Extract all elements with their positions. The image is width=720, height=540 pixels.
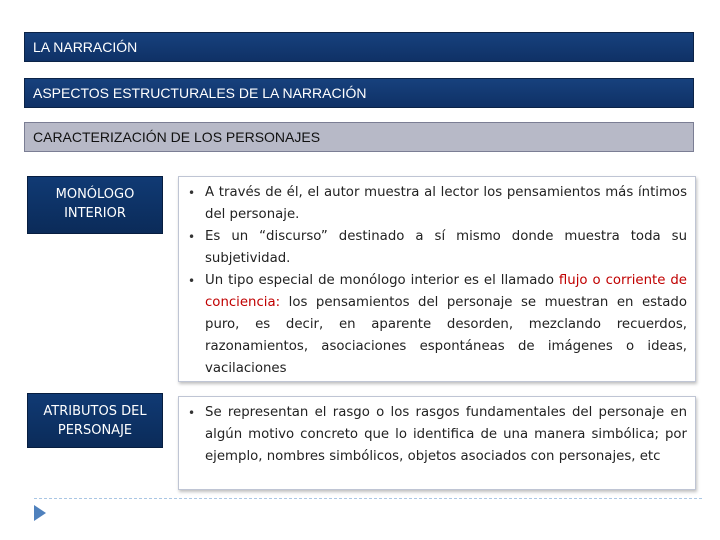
label-monologo-interior: MONÓLOGO INTERIOR bbox=[27, 176, 163, 234]
subtitle-text: ASPECTOS ESTRUCTURALES DE LA NARRACIÓN bbox=[33, 85, 367, 101]
bullet-text: Un tipo especial de monólogo interior es el llamado bbox=[205, 273, 559, 288]
divider-line bbox=[34, 498, 702, 499]
label-atributos-personaje: ATRIBUTOS DEL PERSONAJE bbox=[27, 393, 163, 448]
bullet-item: • Se representan el rasgo o los rasgos fundamentales del personaje en algún motivo concreto que lo identifica de una manera simbólica; por ejemplo, nombres simbólicos, objetos asociados con personajes, etc bbox=[185, 402, 687, 468]
bullet-text: los pensamientos del personaje se muestran en estado puro, es decir, en aparente desorden, mezclando recuerdos, razonamientos, asociaciones espontáneas de imágenes o ideas, vacilaciones bbox=[205, 295, 687, 376]
bullet-item: • A través de él, el autor muestra al lector los pensamientos más íntimos del personaje. bbox=[185, 182, 687, 226]
title-text: LA NARRACIÓN bbox=[33, 39, 138, 55]
bullet-list bbox=[185, 402, 687, 468]
bullet-list bbox=[185, 182, 687, 380]
bullet-item bbox=[185, 270, 687, 380]
subtitle-bar bbox=[24, 78, 694, 108]
title-bar bbox=[24, 32, 694, 62]
triangle-right-icon[interactable] bbox=[34, 505, 46, 521]
highlight-text: flujo o corriente de conciencia: bbox=[205, 273, 687, 310]
section-bar bbox=[24, 122, 694, 152]
content-atributos-personaje bbox=[178, 396, 696, 490]
content-monologo-interior bbox=[178, 176, 696, 382]
section-text: CARACTERIZACIÓN DE LOS PERSONAJES bbox=[33, 129, 321, 145]
bullet-item: • Es un “discurso” destinado a sí mismo donde muestra toda su subjetividad. bbox=[185, 226, 687, 270]
